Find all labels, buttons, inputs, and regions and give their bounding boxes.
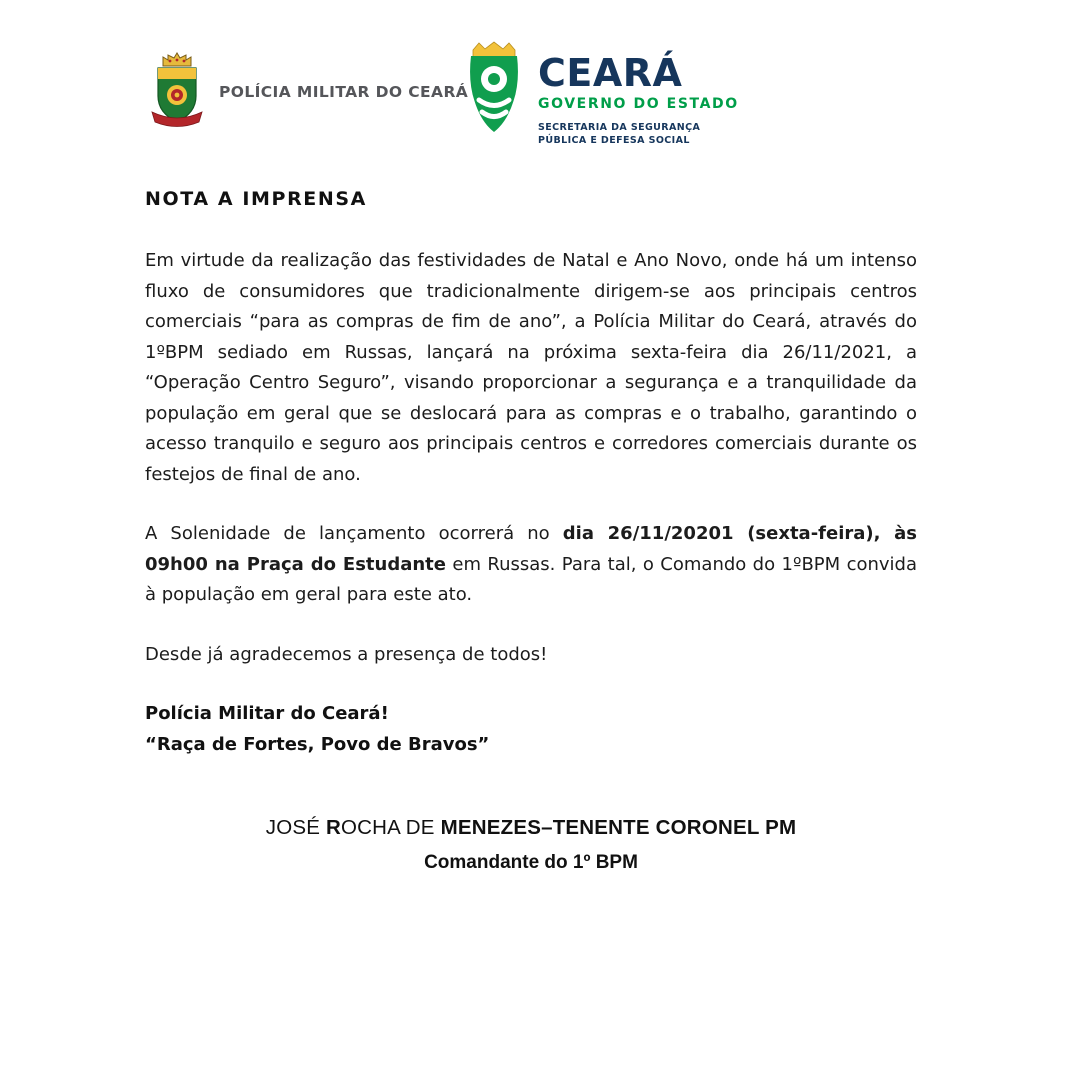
paragraph-thanks: Desde já agradecemos a presença de todos!: [145, 643, 548, 665]
pmce-crest-icon: [148, 50, 206, 134]
ceara-title: CEARÁ: [538, 51, 683, 95]
ceara-logo-block: [462, 40, 739, 147]
signature-block: [145, 816, 917, 874]
signature-name: [145, 816, 917, 840]
signature-name-part2: R: [326, 816, 342, 839]
signature-name-part4: MENEZES–TENENTE CORONEL PM: [440, 816, 797, 839]
signature-name-part1: JOSÉ: [265, 816, 326, 839]
paragraph-event-highlight: dia 26/11/20201 (sexta-feira), às 09h00 na Praça do Estudante: [145, 523, 917, 575]
ceara-crest-icon: [462, 40, 526, 142]
paragraph-event-start: A Solenidade de lançamento ocorrerá no: [145, 523, 563, 544]
document-body: [145, 188, 917, 874]
ceara-dept-line1: SECRETARIA DA SEGURANÇA: [538, 122, 701, 133]
paragraph-intro: Em virtude da realização das festividades de Natal e Ano Novo, onde há um intenso fluxo de consumidores que tradicionalmente dirigem-se aos principais centros comerciais “para as compras de fim de ano”, a Polícia Militar do Ceará, através do 1ºBPM sediado em Russas, lançará na próxima sexta-feira dia 26/11/2021, a “Operação Centro Seguro”, visando proporcionar a segurança e a tranquilidade da população em geral que se deslocará para as compras e o trabalho, garantindo o acesso tranquilo e seguro aos principais centros e corredores comerciais durante os festejos de final de ano.: [145, 250, 917, 485]
ceara-subtitle: GOVERNO DO ESTADO: [538, 96, 739, 112]
pmce-logo-label: POLÍCIA MILITAR DO CEARÁ: [219, 83, 469, 101]
ceara-logo-text: [538, 40, 739, 147]
signature-name-part3: OCHA DE: [341, 816, 441, 839]
pmce-logo-block: [148, 50, 468, 134]
slogan-line1: Polícia Militar do Ceará!: [145, 703, 389, 724]
paragraph-event: [145, 519, 917, 611]
slogan-line2: “Raça de Fortes, Povo de Bravos”: [145, 733, 490, 755]
document-title: NOTA A IMPRENSA: [145, 188, 367, 210]
paragraph-event-end: em Russas. Para tal, o Comando do 1ºBPM convida à população em geral para este ato.: [145, 553, 917, 605]
ceara-dept-line2: PÚBLICA E DEFESA SOCIAL: [538, 135, 690, 146]
signature-role: Comandante do 1º BPM: [424, 852, 638, 873]
